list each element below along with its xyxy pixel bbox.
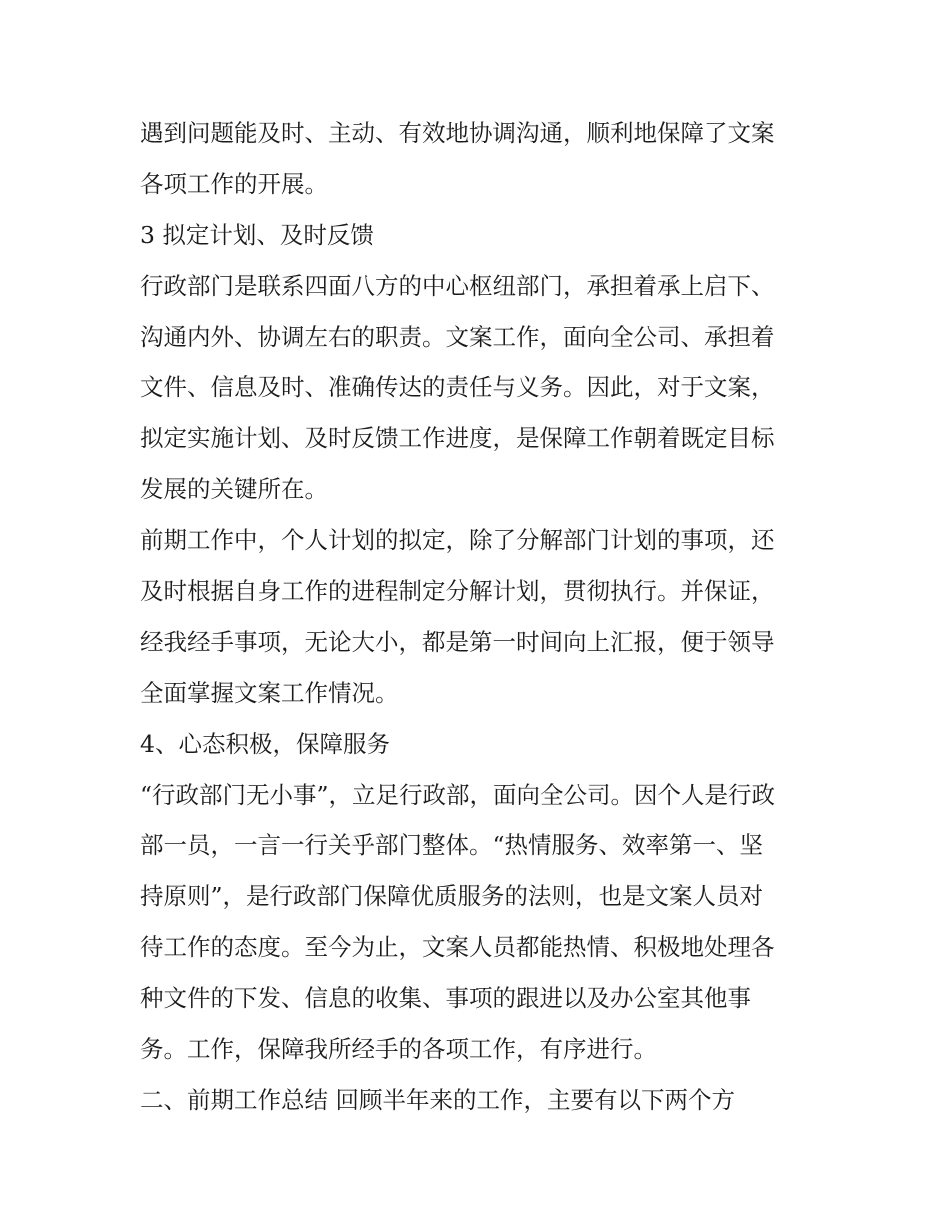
text-line: 文件、信息及时、准确传达的责任与义务。因此，对于文案， [140, 373, 775, 402]
text-line: 遇到问题能及时、主动、有效地协调沟通，顺利地保障了文案 [140, 119, 775, 147]
section-heading: 4、心态积极，保障服务 [140, 729, 390, 758]
text-line: 全面掌握文案工作情况。 [140, 678, 399, 707]
text-line: 行政部门是联系四面八方的中心枢纽部门，承担着承上启下、 [140, 271, 775, 300]
text-line: 及时根据自身工作的进程制定分解计划，贯彻执行。并保证， [140, 577, 775, 606]
section-heading: 二、前期工作总结 回顾半年来的工作，主要有以下两个方 [140, 1085, 735, 1114]
text-line: 拟定实施计划、及时反馈工作进度，是保障工作朝着既定目标 [140, 424, 775, 453]
text-line: 务。工作，保障我所经手的各项工作，有序进行。 [140, 1035, 657, 1064]
text-line: 沟通内外、协调左右的职责。文案工作，面向全公司、承担着 [140, 322, 775, 351]
text-line: 持原则”，是行政部门保障优质服务的法则，也是文案人员对 [140, 882, 764, 911]
text-line: 种文件的下发、信息的收集、事项的跟进以及办公室其他事 [140, 984, 751, 1013]
text-line: 各项工作的开展。 [140, 169, 328, 198]
text-line: 前期工作中，个人计划的拟定，除了分解部门计划的事项，还 [140, 526, 775, 555]
text-line: 发展的关键所在。 [140, 475, 328, 504]
text-line: “行政部门无小事”，立足行政部，面向全公司。因个人是行政 [140, 780, 776, 809]
text-line: 待工作的态度。至今为止，文案人员都能热情、积极地处理各 [140, 933, 775, 962]
document-body [140, 108, 820, 1126]
section-heading: 3 拟定计划、及时反馈 [140, 220, 374, 249]
text-line: 部一员，一言一行关乎部门整体。“热情服务、效率第一、坚 [140, 831, 764, 860]
text-line: 经我经手事项，无论大小，都是第一时间向上汇报，便于领导 [140, 627, 775, 656]
